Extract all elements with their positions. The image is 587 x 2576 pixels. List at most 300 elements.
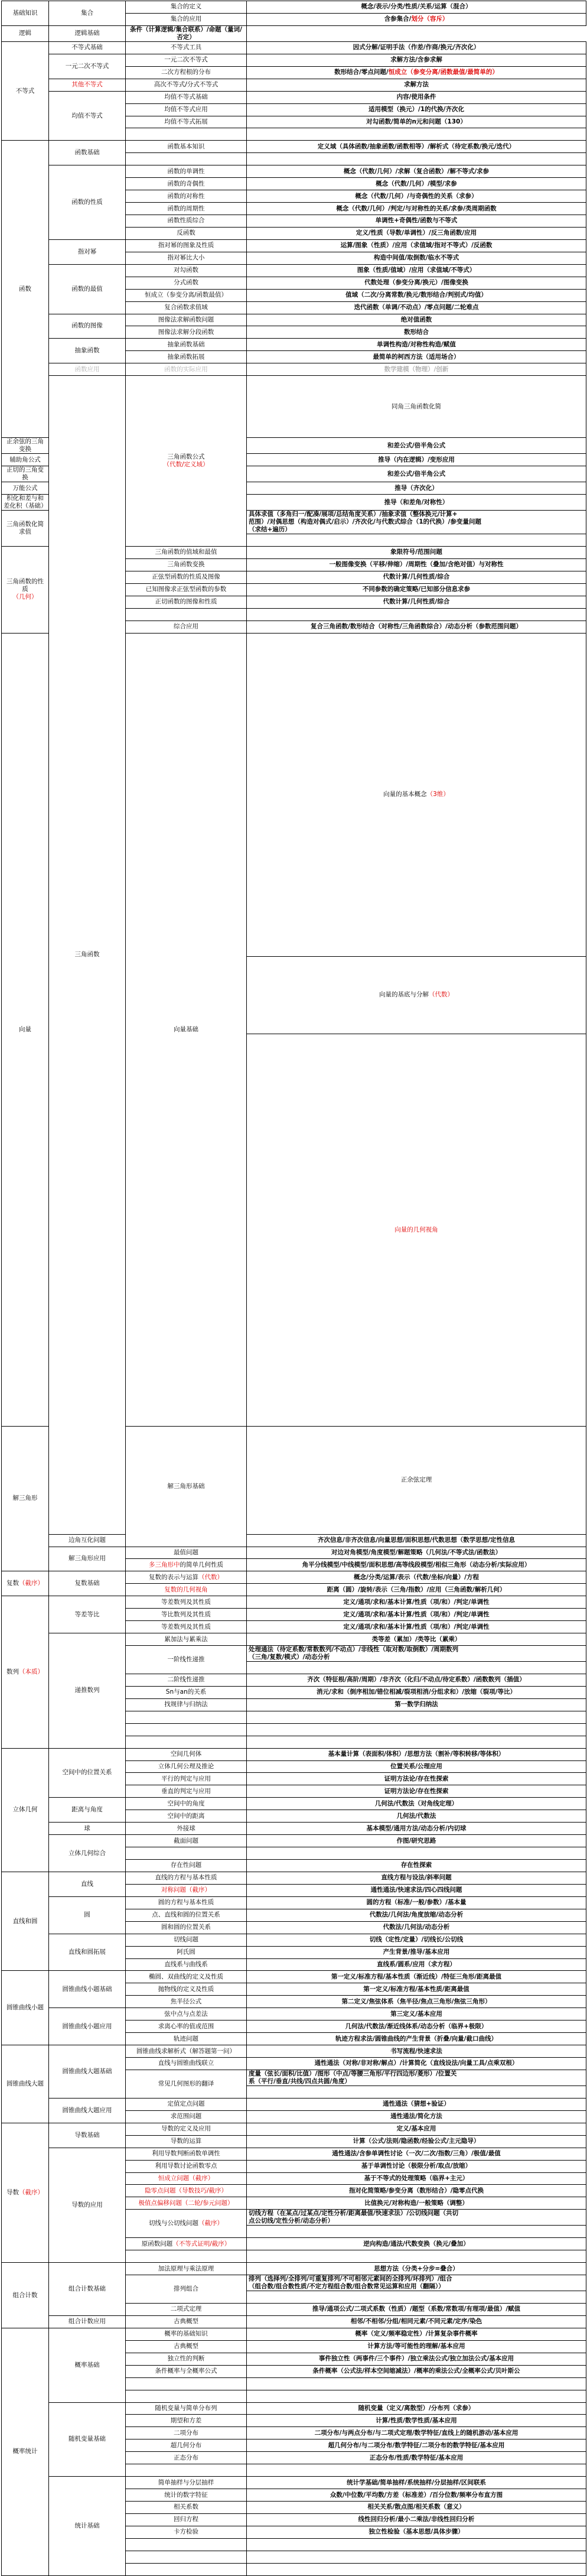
content-cell: 切线方程（在某点/过某点/定性分析/距离最值/快速求法）/公切线问题（共切 点公切线/定性分析/动态分析） <box>247 2210 586 2226</box>
content-cell: 基本量计算（表面积/体积）/思想方法（割补/等积转移/等体积） <box>247 1748 586 1760</box>
content-cell: 相邻/不相邻/分组/相同元素/不同元素/定序/染色 <box>247 2315 586 2328</box>
topic-cell: 逻辑基础 <box>49 25 126 41</box>
content-cell: 代数法/几何法/动态分析 <box>247 1921 586 1934</box>
topic-cell: 高次不等式/分式不等式 <box>126 79 247 91</box>
content-cell: 距离（圆）/旋转/表示（三角/指数）/应用（三角函数/解析几何） <box>247 1584 586 1596</box>
content-cell <box>247 1723 586 1736</box>
table-row <box>2 2098 586 2110</box>
topic-cell: 概率的基础知识 <box>126 2328 247 2340</box>
topic-cell: 导数的运算 <box>126 2135 247 2148</box>
content-cell: 定义/基本应用 <box>247 2123 586 2135</box>
section-cell: 直线 <box>49 1872 126 1896</box>
topic-cell: 导数的定义及应用 <box>126 2123 247 2135</box>
table-row <box>2 1571 586 1584</box>
section-cell: 均值不等式 <box>49 91 126 141</box>
content-cell: 复合三角函数/数形结合（对称性/三角函数综合）/动态分析（参数范围问题） <box>247 621 586 633</box>
chapter-cell: 复数（截序） <box>2 1571 49 1596</box>
content-cell <box>247 1662 586 1674</box>
section-cell: 直线和圆拓展 <box>49 1934 126 1971</box>
content-cell: 角平分线模型/中线模型/面积思想/高等线段模型/相似三角形（动态分析/实际应用） <box>247 1559 586 1571</box>
topic-cell: 极值点偏移问题（二轮/参元问题） <box>126 2197 247 2210</box>
topic-cell: 找规律与归纳法 <box>126 1698 247 1711</box>
content-cell: 轨迹方程求法/圆锥曲线的产生背景（折叠/向量/截口曲线） <box>247 2033 586 2045</box>
section-cell: 其他不等式 <box>49 79 126 91</box>
topic-cell: 圆的方程与基本性质 <box>126 1896 247 1909</box>
content-cell: 逆向构造/通法/代数变换（换元/叠加） <box>247 2238 586 2250</box>
topic-cell: 指对幂的图象及性质 <box>126 239 247 252</box>
topic-cell: 二次方程根的分布 <box>126 66 247 79</box>
content-cell <box>247 608 586 621</box>
table-row <box>2 314 586 326</box>
topic-cell: 随机变量与简单分布列 <box>126 2402 247 2415</box>
topic-cell: 向量的基本概念（3维） <box>247 633 586 956</box>
topic-cell: 统计的数字特征 <box>126 2489 247 2502</box>
section-cell: 三角函数的性质 （几何） <box>2 547 49 634</box>
section-cell: 圆锥曲线大题基础 <box>49 2045 126 2099</box>
topic-cell: 恒成立（参变分离/函数最值） <box>126 289 247 301</box>
topic-cell: 万能公式 <box>2 482 49 495</box>
content-cell <box>247 2390 586 2402</box>
topic-cell: 正弦型函数的性质及图像 <box>126 571 247 583</box>
topic-cell: 常见几何图形的翻译 <box>126 2070 247 2098</box>
section-cell: 函数的性质 <box>49 165 126 240</box>
content-cell <box>247 128 586 141</box>
content-cell: 推导/通项公式/二项式系数（性质）/题型（系数/常数项/有理项/最值）/赋值 <box>247 2304 586 2316</box>
topic-cell: 一元二次不等式 <box>126 54 247 66</box>
section-cell: 组合计数应用 <box>49 2315 126 2328</box>
topic-cell: 对勾函数 <box>126 264 247 277</box>
content-cell: 求解方法 <box>247 79 586 91</box>
topic-cell: Sn与an的关系 <box>126 1686 247 1698</box>
table-row <box>2 1 586 14</box>
topic-cell: 均值不等式拓展 <box>126 116 247 128</box>
table-row <box>2 1971 586 1983</box>
table-row <box>2 339 586 351</box>
chapter-cell: 立体几何 <box>2 1748 49 1872</box>
content-cell: 众数/中位数/平均数/方差（标准差）/百分位数/频率分布直方图 <box>247 2489 586 2502</box>
content-cell: 计算（公式/法则/隐函数/经验公式/主元隐导） <box>247 2135 586 2148</box>
content-cell: 和差公式/倍半角公式 <box>247 466 586 482</box>
content-cell <box>247 2291 586 2304</box>
table-row <box>2 1896 586 1909</box>
content-cell: 处理通法（待定系数/常数数列/不动点）/非线性（取对数/取倒数）/周期数列 （三角/复数/模式）/动态分析 <box>247 1646 586 1662</box>
topic-cell: 均值不等式应用 <box>126 103 247 116</box>
topic-cell <box>126 2538 247 2551</box>
topic-cell <box>126 1723 247 1736</box>
content-cell: 概念/分类/运算/表示（代数/坐标/向量）/方程 <box>247 1571 586 1584</box>
topic-cell: 抽象函数拓展 <box>126 351 247 363</box>
topic-cell: 函数的单调性 <box>126 165 247 178</box>
content-cell: 通性通法/含参单调性讨论（一次/二次/指数/三角）/极值/最值 <box>247 2148 586 2160</box>
table-row <box>2 1835 586 1847</box>
content-cell: 第一数学归纳法 <box>247 1698 586 1711</box>
topic-cell: 定值定点问题 <box>126 2098 247 2110</box>
content-cell: 位置关系/公理应用 <box>247 1760 586 1773</box>
chapter-cell: 函数 <box>2 141 49 438</box>
table-row <box>2 165 586 178</box>
content-cell: 具体求值（多角归一/配凑/展项/总结角度关系）/抽象求值（整体换元/计算+ 范围）/对偶思想（构造对偶式/启示）/齐次化/与代数式综合（1的代换）/参变量问题 （求结+遍历） <box>247 511 586 534</box>
topic-cell: 反函数 <box>126 227 247 239</box>
section-cell: 逻辑 <box>2 25 49 41</box>
topic-cell: 求离心率的值或范围 <box>126 2020 247 2033</box>
content-cell: 代数计算/几何性质/综合 <box>247 596 586 608</box>
table-row <box>2 54 586 66</box>
topic-cell: 多三角形中的简单几何性质 <box>126 1559 247 1571</box>
table-row <box>2 79 586 91</box>
content-cell: 概念（代数/几何）/判定/与对称性的关系/求参/类周期函数 <box>247 203 586 215</box>
topic-cell <box>126 153 247 165</box>
topic-cell: 指对幂比大小 <box>126 252 247 264</box>
topic-cell: 正余弦的三角变换 <box>2 438 49 454</box>
topic-cell: 原函数问题（不等式证明/截序） <box>126 2238 247 2250</box>
topic-cell <box>126 2250 247 2263</box>
topic-cell: 正余弦定理 <box>247 1426 586 1534</box>
table-row <box>2 25 586 41</box>
topic-cell: 平行的判定与应用 <box>126 1773 247 1785</box>
topic-cell: 弦中点与点差法 <box>126 2008 247 2020</box>
content-cell: 数形结合/零点问题/恒成立（参变分离/函数最值/最简单的） <box>247 66 586 79</box>
section-cell: 三角函数公式 （代数/定义域） <box>126 376 247 547</box>
content-cell: 直线系/圆系/应用（求方程） <box>247 1958 586 1971</box>
topic-cell: 最值问题 <box>126 1547 247 1559</box>
content-cell <box>247 2086 586 2098</box>
content-cell: 正态分布/性质/数学特征/基本应用 <box>247 2452 586 2464</box>
content-cell: 推导（和差角/对称性） <box>247 495 586 511</box>
content-cell: 最简单的柯西方法（适用场合） <box>247 351 586 363</box>
content-cell: 运算/图象（性质）/应用（求值域/指对不等式）/反函数 <box>247 239 586 252</box>
topic-cell: 外接球 <box>126 1823 247 1835</box>
content-cell <box>247 1847 586 1860</box>
content-cell <box>247 2538 586 2551</box>
topic-cell: 均值不等式基础 <box>126 91 247 103</box>
content-cell: 圆的方程（标准/一般/参数）/基本量 <box>247 1896 586 1909</box>
section-cell: 抽象函数 <box>49 339 126 363</box>
content-cell <box>247 2563 586 2575</box>
section-cell: 立体几何综合 <box>49 1835 126 1872</box>
section-cell: 统计基础 <box>49 2477 126 2576</box>
content-cell: 数形结合 <box>247 326 586 339</box>
table-row <box>2 2045 586 2058</box>
content-cell: 象限符号/范围问题 <box>247 547 586 559</box>
topic-cell: 利用导数讨论函数零点 <box>126 2160 247 2172</box>
content-cell: 几何法/代数法 <box>247 1810 586 1823</box>
topic-cell <box>126 608 247 621</box>
content-cell: 直线方程与设法/斜率问题 <box>247 1872 586 1884</box>
content-cell: 概念（代数/几何）/求解（复合函数）/解不等式/求参 <box>247 165 586 178</box>
content-cell: 适用模型（换元）/1的代换/齐次化 <box>247 103 586 116</box>
topic-cell: 图像法求解分段函数 <box>126 326 247 339</box>
section-cell: 函数的图像 <box>49 314 126 339</box>
topic-cell: 辅助角公式 <box>2 454 49 466</box>
table-row <box>2 2148 586 2160</box>
content-cell: 几何法/代数法/渐近线体系/动态分析（临界+极限） <box>247 2020 586 2033</box>
content-cell: 对勾函数/简单的n元和问题（130） <box>247 116 586 128</box>
topic-cell: 函数的奇偶性 <box>126 178 247 190</box>
topic-cell: 等差数列及其性质 <box>126 1621 247 1633</box>
section-cell: 解三角形基础 <box>126 1426 247 1547</box>
topic-cell: 集合的定义 <box>126 1 247 14</box>
topic-cell: 等差数列及其性质 <box>126 1596 247 1609</box>
section-cell: 集合 <box>49 1 126 26</box>
section-cell: 圆 <box>49 1896 126 1934</box>
content-cell: 绝对值函数 <box>247 314 586 326</box>
content-cell: 单调性构造/对称性构造/赋值 <box>247 339 586 351</box>
topic-cell <box>126 2390 247 2402</box>
content-cell: 推导（齐次化） <box>247 482 586 495</box>
content-cell: 不同参数的确定策略/已知部分信息求参 <box>247 583 586 596</box>
content-cell: 概念（代数/几何）/模型/求参 <box>247 178 586 190</box>
content-cell: 定义/性质（导数/单调性）/反三角函数/应用 <box>247 227 586 239</box>
chapter-cell: 向量 <box>2 633 49 1426</box>
content-cell: 定义/通项/求和/基本计算/性质（项/和）/判定/单调性 <box>247 1596 586 1609</box>
table-row <box>2 2328 586 2340</box>
section-cell: 函数基础 <box>49 141 126 165</box>
topic-cell <box>126 2551 247 2563</box>
section-cell: 组合计数基础 <box>49 2263 126 2316</box>
section-cell: 复数基础 <box>49 1571 126 1596</box>
topic-cell: 条件概率与全概率公式 <box>126 2365 247 2377</box>
topic-cell: 函数的周期性 <box>126 203 247 215</box>
content-cell: 证明方法论/存在性探索 <box>247 1785 586 1798</box>
topic-cell: 同角三角函数化简 <box>247 376 586 438</box>
topic-cell: 对称问题（截序） <box>126 1884 247 1896</box>
content-cell: 齐次（特征根/高阶/周期）/非齐次（化归/不动点/待定系数）/函数数列（插值） <box>247 1674 586 1686</box>
topic-cell: 积化和差与和差化积（基础） <box>2 495 49 511</box>
content-cell: 统计学基础/简单抽样/系统抽样/分层抽样/区间联系 <box>247 2477 586 2489</box>
content-cell: 基于不等式的处理策略（临界+主元） <box>247 2172 586 2185</box>
topic-cell: 正态分布 <box>126 2452 247 2464</box>
topic-cell: 古典概型 <box>126 2315 247 2328</box>
topic-cell: 直线系与曲线系 <box>126 1958 247 1971</box>
content-cell: 比值换元/对称构造/一般策略（调整） <box>247 2197 586 2210</box>
topic-cell: 三角函数变换 <box>126 558 247 571</box>
topic-cell: 复数的几何视角 <box>126 1584 247 1596</box>
table-row <box>2 1934 586 1946</box>
table-row <box>2 2008 586 2020</box>
content-cell: 定义/通项/求和/基本计算/性质（项/和）/判定/单调性 <box>247 1609 586 1621</box>
content-cell: 代数法/几何法/角度放缩/动态分析 <box>247 1909 586 1921</box>
content-cell: 基于单调性讨论（极限分析/取点/放缩） <box>247 2160 586 2172</box>
content-cell: 思想方法（分类+分步=叠合） <box>247 2263 586 2275</box>
topic-cell <box>126 1847 247 1860</box>
topic-cell: 回归方程 <box>126 2513 247 2526</box>
section-cell: 递推数列 <box>49 1633 126 1749</box>
content-cell <box>247 534 586 547</box>
chapter-cell: 导数（截序） <box>2 2123 49 2262</box>
table-row <box>2 2123 586 2135</box>
content-cell: 单调性+奇偶性/函数与不等式 <box>247 215 586 228</box>
topic-cell: 利用导数判断函数单调性 <box>126 2148 247 2160</box>
section-cell: 向量基础 <box>126 633 247 1426</box>
chapter-cell: 概率统计 <box>2 2328 49 2575</box>
content-cell: 随机变量（定义/离散型）/分布列（求参） <box>247 2402 586 2415</box>
content-cell: 齐次信息/非齐次信息/向量思想/面积思想/代数思想（数学思想/定性信息 <box>247 1534 586 1547</box>
content-cell: 通性通法/简化方法 <box>247 2110 586 2123</box>
topic-cell: 阿氏圆 <box>126 1946 247 1958</box>
content-cell: 迭代函数（单调/不动点）/零点问题/二轮难点 <box>247 301 586 314</box>
content-cell: 第二定义/焦弦体系（焦半径/焦点三角形/焦弦三角形） <box>247 1996 586 2008</box>
content-cell: 证明方法论/存在性探索 <box>247 1773 586 1785</box>
content-cell: 代数计算/几何性质/综合 <box>247 571 586 583</box>
topic-cell: 直线的方程与基本性质 <box>126 1872 247 1884</box>
topic-cell: 三角函数的值域和最值 <box>126 547 247 559</box>
content-cell: 条件概率（公式法/样本空间缩减法）/概率的乘法公式/全概率公式/贝叶斯公 <box>247 2365 586 2377</box>
table-row <box>2 1748 586 1760</box>
content-cell: 一般图像变换（平移/伸缩）/周期性（叠加/含绝对值）与对称性 <box>247 558 586 571</box>
content-cell: 图象（性质/值域）/应用（求值域/不等式） <box>247 264 586 277</box>
topic-cell: 求范围问题 <box>126 2110 247 2123</box>
content-cell: 定义域（具体函数/抽象函数/函数相等）/解析式（待定系数/换元/迭代） <box>247 141 586 153</box>
topic-cell: 圆和圆的位置关系 <box>126 1921 247 1934</box>
topic-cell <box>126 2377 247 2390</box>
chapter-cell: 直线和圆 <box>2 1872 49 1971</box>
table-row <box>2 264 586 277</box>
topic-cell: 截面问题 <box>126 1835 247 1847</box>
content-cell <box>247 153 586 165</box>
topic-cell: 边角互化问题 <box>49 1534 126 1547</box>
topic-cell <box>126 1736 247 1748</box>
topic-cell: 已知图像求正弦型函数的参数 <box>126 583 247 596</box>
topic-cell: 分式函数 <box>126 277 247 289</box>
table-row <box>2 1798 586 1810</box>
table-row <box>2 2477 586 2489</box>
chapter-cell: 圆锥曲线小题 <box>2 1971 49 2045</box>
outline-body <box>2 1 586 2576</box>
topic-cell: 直线与圆锥曲线联立 <box>126 2058 247 2070</box>
topic-cell: 综合应用 <box>126 621 247 633</box>
topic-cell: 椭圆、双曲线的定义及性质 <box>126 1971 247 1983</box>
topic-cell: 一阶线性递推 <box>126 1646 247 1674</box>
topic-cell: 空间中的距离 <box>126 1810 247 1823</box>
topic-cell <box>126 2464 247 2477</box>
topic-cell: 焦半径公式 <box>126 1996 247 2008</box>
content-cell: 推导（内在逻辑）/变形应用 <box>247 454 586 466</box>
topic-cell: 等比数列及其性质 <box>126 1609 247 1621</box>
content-cell: 因式分解/证明手法（作差/作商/换元/齐次化） <box>247 41 586 54</box>
content-cell: 和差公式/倍半角公式 <box>247 438 586 454</box>
section-cell: 球 <box>49 1823 126 1835</box>
topic-cell: 抽象函数基础 <box>126 339 247 351</box>
topic-cell: 集合的应用 <box>126 13 247 25</box>
topic-cell: 空间中的角度 <box>126 1798 247 1810</box>
content-cell: 超几何分布/与二项分布/数学特征/二项分布的数学特征/基本应用 <box>247 2439 586 2452</box>
content-cell: 独立性检验（基本思想/具体步骤） <box>247 2526 586 2538</box>
content-cell: 值域（二次/分离常数/换元/数形结合/判别式/均值） <box>247 289 586 301</box>
topic-cell: 切线问题 <box>126 1934 247 1946</box>
topic-cell: 图像法求解函数问题 <box>126 314 247 326</box>
topic-cell: 正切的三角变换 <box>2 466 49 482</box>
topic-cell: 累加法与累乘法 <box>126 1633 247 1646</box>
topic-cell: 相关系数 <box>126 2502 247 2514</box>
table-row <box>2 1823 586 1835</box>
topic-cell: 垂直的判定与应用 <box>126 1785 247 1798</box>
topic-cell: 隐零点问题（导数技巧/截序） <box>126 2185 247 2197</box>
section-cell: 函数的最值 <box>49 264 126 314</box>
topic-cell: 轨迹问题 <box>126 2033 247 2045</box>
content-cell: 几何法/代数法（对角线定理） <box>247 1798 586 1810</box>
content-cell: 类等差（累加）/类等比（累乘） <box>247 1633 586 1646</box>
content-cell: 条件（计算逻辑/集合联系）/命题（量词/否定） <box>126 25 247 41</box>
content-cell <box>247 2377 586 2390</box>
section-cell: 圆锥曲线小题应用 <box>49 2008 126 2045</box>
section-cell: 指对幂 <box>49 239 126 264</box>
section-cell: 导数基础 <box>49 2123 126 2148</box>
table-row <box>2 141 586 153</box>
chapter-cell: 圆锥曲线大题 <box>2 2045 49 2123</box>
content-cell: 作图/研究思路 <box>247 1835 586 1847</box>
section-cell: 圆锥曲线大题应用 <box>49 2098 126 2123</box>
topic-cell: 三角函数化简求值 <box>2 511 49 547</box>
content-cell <box>247 1711 586 1723</box>
content-cell: 计算/性质/数学性质/基本应用 <box>247 2415 586 2427</box>
section-cell: 导数的应用 <box>49 2148 126 2263</box>
content-cell: 第三定义/基本应用 <box>247 2008 586 2020</box>
topic-cell: 函数的实际应用 <box>126 363 247 376</box>
table-row <box>2 41 586 54</box>
table-row <box>2 1872 586 1884</box>
topic-cell: 空间几何体 <box>126 1748 247 1760</box>
content-cell: 度量（弦长/面积/比值）/图形（中点/等腰三角形/平行四边形/菱形）/位置关 系（平行/垂直/共线/四点共圆/角度） <box>247 2070 586 2086</box>
content-cell: 相关关系/散点图/相关系数（意义） <box>247 2502 586 2514</box>
content-cell: 排列（选择列/全排列/可重复排列/不可相邻元素间的全排列/环排列）/组合 （组合数/组合数性质/不定方程组合数/组合数常见运算和应用（翻隔）） <box>247 2275 586 2291</box>
content-cell: 定义/通项/求和/基本计算/性质（项/和）/判定/单调性 <box>247 1621 586 1633</box>
section-cell: 随机变量基础 <box>49 2402 126 2477</box>
section-cell: 不等式基础 <box>49 41 126 54</box>
topic-cell: 切线与公切线问题（截序） <box>126 2210 247 2238</box>
topic-cell: 排列组合 <box>126 2275 247 2304</box>
content-cell: 代数处理（参变分离/换元）/图像变换 <box>247 277 586 289</box>
content-cell: 第一定义/标准方程/基本性质（渐近线）/特征三角形/距离最值 <box>247 1971 586 1983</box>
table-row <box>2 2263 586 2275</box>
table-row <box>2 239 586 252</box>
table-row <box>2 2402 586 2415</box>
content-cell: 内容/使用条件 <box>247 91 586 103</box>
content-cell <box>247 1736 586 1748</box>
topic-cell: 存在性问题 <box>126 1860 247 1872</box>
content-cell: 含参集合/划分（容斥） <box>247 13 586 25</box>
topic-cell: 卡方检验 <box>126 2526 247 2538</box>
topic-cell: 恒成立问题（截序） <box>126 2172 247 2185</box>
chapter-cell: 不等式 <box>2 41 49 141</box>
content-cell: 通性通法（对称/非对称/解点）/计算简化（直线设法/向量工具/点乘双根） <box>247 2058 586 2070</box>
content-cell: 基本模型/通用方法/动态分析/内切球 <box>247 1823 586 1835</box>
topic-cell: 点、直线和圆的位置关系 <box>126 1909 247 1921</box>
topic-cell: 二阶线性递推 <box>126 1674 247 1686</box>
content-cell <box>247 2464 586 2477</box>
section-cell: 三角函数 <box>49 376 126 1534</box>
topic-cell: 独立性的判断 <box>126 2353 247 2365</box>
content-cell <box>247 2226 586 2238</box>
topic-cell: 函数性质综合 <box>126 215 247 228</box>
topic-cell <box>126 2563 247 2575</box>
section-cell: 距离与角度 <box>49 1798 126 1823</box>
topic-cell: 加法原理与乘法原理 <box>126 2263 247 2275</box>
table-row <box>2 1596 586 1609</box>
content-cell: 第一定义/标准方程/基本性质/距离最值 <box>247 1983 586 1996</box>
chapter-cell: 数列（本质） <box>2 1596 49 1748</box>
table-row <box>2 1534 586 1547</box>
topic-cell: 二项式定理 <box>126 2304 247 2316</box>
topic-cell: 复数的表示与运算（代数） <box>126 1571 247 1584</box>
section-cell: 函数应用 <box>49 363 126 376</box>
content-cell: 概念（代数/几何）/与奇偶性的关系（求参） <box>247 190 586 203</box>
content-cell: 计算方法/等可能性的理解/基本应用 <box>247 2340 586 2353</box>
knowledge-outline-table <box>1 1 586 2576</box>
topic-cell: 古典概型 <box>126 2340 247 2353</box>
content-cell: 概念/表示/分类/性质/关系/运算（混合） <box>247 1 586 14</box>
topic-cell: 期望和方差 <box>126 2415 247 2427</box>
topic-cell: 函数基本知识 <box>126 141 247 153</box>
